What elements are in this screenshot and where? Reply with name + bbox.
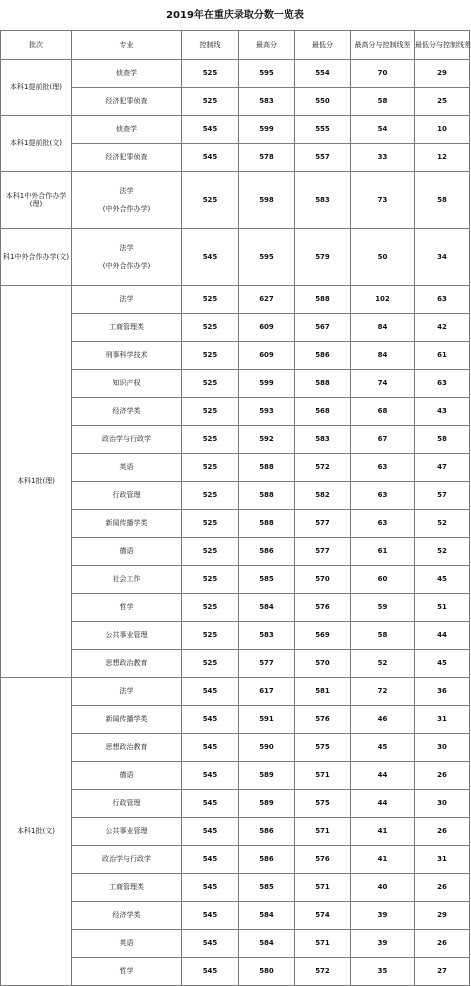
max-score-cell: 585	[239, 874, 295, 902]
min-score-cell: 554	[295, 60, 351, 88]
major-cell	[72, 958, 182, 986]
batch-cell: 本科1中外合作办学(理)	[1, 172, 72, 229]
table-row	[1, 229, 470, 286]
table-row	[1, 930, 470, 958]
major-cell	[72, 398, 182, 426]
min-diff-cell: 25	[415, 88, 470, 116]
major-cell	[72, 538, 182, 566]
major-cell	[72, 60, 182, 88]
table-row	[1, 958, 470, 986]
header-control-line: 控制线	[182, 31, 239, 60]
max-score-cell: 593	[239, 398, 295, 426]
max-diff-cell: 84	[351, 314, 415, 342]
max-diff-cell: 58	[351, 622, 415, 650]
table-row	[1, 398, 470, 426]
max-score-cell: 609	[239, 314, 295, 342]
major-name: 政治学与行政学	[102, 855, 151, 864]
table-row	[1, 314, 470, 342]
max-score-cell: 588	[239, 454, 295, 482]
min-diff-cell: 58	[415, 172, 470, 229]
table-row	[1, 88, 470, 116]
max-score-cell: 584	[239, 902, 295, 930]
min-diff-cell: 58	[415, 426, 470, 454]
max-diff-cell: 41	[351, 818, 415, 846]
min-diff-cell: 44	[415, 622, 470, 650]
control-line-cell: 545	[182, 846, 239, 874]
control-line-cell: 545	[182, 144, 239, 172]
min-diff-cell: 26	[415, 874, 470, 902]
table-row	[1, 790, 470, 818]
max-diff-cell: 63	[351, 482, 415, 510]
max-score-cell: 599	[239, 370, 295, 398]
table-row	[1, 734, 470, 762]
header-row	[1, 31, 470, 60]
major-name: 工商管理类	[109, 323, 144, 332]
min-score-cell: 588	[295, 286, 351, 314]
major-cell	[72, 706, 182, 734]
header-min-score: 最低分	[295, 31, 351, 60]
major-name: 哲学	[119, 603, 134, 612]
major-name: 法学	[119, 295, 134, 304]
major-cell	[72, 930, 182, 958]
major-name: 思想政治教育	[105, 743, 148, 752]
control-line-cell: 525	[182, 88, 239, 116]
min-score-cell: 586	[295, 342, 351, 370]
min-score-cell: 576	[295, 846, 351, 874]
table-row	[1, 144, 470, 172]
major-cell	[72, 818, 182, 846]
major-cell	[72, 678, 182, 706]
batch-cell: 本科1批(理)	[1, 286, 72, 678]
title-row	[1, 1, 470, 31]
min-diff-cell: 61	[415, 342, 470, 370]
min-diff-cell: 29	[415, 60, 470, 88]
major-name: 经济犯罪侦查	[105, 97, 148, 106]
min-diff-cell: 45	[415, 650, 470, 678]
min-diff-cell: 57	[415, 482, 470, 510]
major-cell	[72, 874, 182, 902]
major-cell	[72, 229, 182, 286]
min-score-cell: 571	[295, 874, 351, 902]
min-score-cell: 555	[295, 116, 351, 144]
min-diff-cell: 47	[415, 454, 470, 482]
major-cell	[72, 116, 182, 144]
min-score-cell: 579	[295, 229, 351, 286]
min-score-cell: 581	[295, 678, 351, 706]
table-row	[1, 370, 470, 398]
max-diff-cell: 54	[351, 116, 415, 144]
min-diff-cell: 36	[415, 678, 470, 706]
major-name: 公共事业管理	[105, 631, 148, 640]
min-score-cell: 583	[295, 172, 351, 229]
major-cell	[72, 370, 182, 398]
control-line-cell: 525	[182, 482, 239, 510]
control-line-cell: 525	[182, 622, 239, 650]
max-diff-cell: 58	[351, 88, 415, 116]
major-cell	[72, 342, 182, 370]
max-score-cell: 592	[239, 426, 295, 454]
major-name: 法学	[119, 687, 134, 696]
control-line-cell: 525	[182, 172, 239, 229]
major-name: 英语	[119, 463, 134, 472]
max-score-cell: 586	[239, 846, 295, 874]
control-line-cell: 525	[182, 510, 239, 538]
max-diff-cell: 46	[351, 706, 415, 734]
max-score-cell: 578	[239, 144, 295, 172]
max-diff-cell: 41	[351, 846, 415, 874]
header-major: 专业	[72, 31, 182, 60]
major-name: 新闻传播学类	[105, 519, 148, 528]
min-score-cell: 569	[295, 622, 351, 650]
control-line-cell: 545	[182, 116, 239, 144]
major-name: 哲学	[119, 967, 134, 976]
max-score-cell: 584	[239, 930, 295, 958]
control-line-cell: 545	[182, 678, 239, 706]
min-diff-cell: 63	[415, 370, 470, 398]
batch-cell: 本科1批(文)	[1, 678, 72, 986]
header-max-diff: 最高分与控制线差	[351, 31, 415, 60]
major-name: 经济学类	[112, 911, 141, 920]
major-cell	[72, 172, 182, 229]
table-row	[1, 818, 470, 846]
table-row	[1, 650, 470, 678]
min-diff-cell: 31	[415, 706, 470, 734]
min-score-cell: 575	[295, 790, 351, 818]
major-name: 德语	[119, 771, 134, 780]
major-name: (中外合作办学)	[102, 261, 151, 270]
max-diff-cell: 60	[351, 566, 415, 594]
min-diff-cell: 27	[415, 958, 470, 986]
min-diff-cell: 45	[415, 566, 470, 594]
max-score-cell: 583	[239, 88, 295, 116]
batch-cell: 科1中外合作办学(文)	[1, 229, 72, 286]
table-row	[1, 60, 470, 88]
major-name: 英语	[119, 939, 134, 948]
table-row	[1, 566, 470, 594]
max-score-cell: 585	[239, 566, 295, 594]
max-score-cell: 599	[239, 116, 295, 144]
max-score-cell: 588	[239, 510, 295, 538]
batch-cell: 本科1提前批(理)	[1, 60, 72, 116]
min-score-cell: 572	[295, 958, 351, 986]
max-diff-cell: 59	[351, 594, 415, 622]
major-cell	[72, 846, 182, 874]
major-name: 工商管理类	[109, 883, 144, 892]
max-diff-cell: 68	[351, 398, 415, 426]
max-diff-cell: 44	[351, 790, 415, 818]
control-line-cell: 525	[182, 370, 239, 398]
table-row	[1, 902, 470, 930]
major-cell	[72, 144, 182, 172]
control-line-cell: 525	[182, 314, 239, 342]
batch-cell: 本科1提前批(文)	[1, 116, 72, 172]
major-name: 德语	[119, 547, 134, 556]
max-score-cell: 586	[239, 538, 295, 566]
max-diff-cell: 52	[351, 650, 415, 678]
table-row	[1, 594, 470, 622]
min-score-cell: 571	[295, 762, 351, 790]
table-title: 2019年在重庆录取分数一览表	[1, 1, 470, 31]
min-diff-cell: 30	[415, 790, 470, 818]
major-cell	[72, 762, 182, 790]
table-row	[1, 454, 470, 482]
table-row	[1, 622, 470, 650]
min-score-cell: 572	[295, 454, 351, 482]
max-score-cell: 595	[239, 60, 295, 88]
max-diff-cell: 63	[351, 510, 415, 538]
max-diff-cell: 73	[351, 172, 415, 229]
min-score-cell: 557	[295, 144, 351, 172]
max-diff-cell: 74	[351, 370, 415, 398]
header-max-score: 最高分	[239, 31, 295, 60]
control-line-cell: 525	[182, 454, 239, 482]
min-diff-cell: 26	[415, 930, 470, 958]
table-row	[1, 342, 470, 370]
major-cell	[72, 426, 182, 454]
max-score-cell: 588	[239, 482, 295, 510]
min-diff-cell: 30	[415, 734, 470, 762]
major-name: 法学	[119, 187, 134, 196]
major-cell	[72, 734, 182, 762]
max-score-cell: 589	[239, 762, 295, 790]
control-line-cell: 525	[182, 650, 239, 678]
control-line-cell: 545	[182, 818, 239, 846]
major-cell	[72, 482, 182, 510]
min-score-cell: 570	[295, 650, 351, 678]
table-row	[1, 874, 470, 902]
min-diff-cell: 31	[415, 846, 470, 874]
min-score-cell: 574	[295, 902, 351, 930]
min-score-cell: 570	[295, 566, 351, 594]
max-score-cell: 586	[239, 818, 295, 846]
max-diff-cell: 50	[351, 229, 415, 286]
major-cell	[72, 566, 182, 594]
min-diff-cell: 52	[415, 510, 470, 538]
max-diff-cell: 39	[351, 902, 415, 930]
max-diff-cell: 44	[351, 762, 415, 790]
header-batch: 批次	[1, 31, 72, 60]
major-name: 经济犯罪侦查	[105, 153, 148, 162]
max-score-cell: 580	[239, 958, 295, 986]
table-row	[1, 482, 470, 510]
control-line-cell: 545	[182, 930, 239, 958]
min-score-cell: 567	[295, 314, 351, 342]
min-score-cell: 571	[295, 930, 351, 958]
max-diff-cell: 40	[351, 874, 415, 902]
major-name: 侦查学	[116, 69, 137, 78]
control-line-cell: 525	[182, 566, 239, 594]
max-diff-cell: 70	[351, 60, 415, 88]
control-line-cell: 525	[182, 286, 239, 314]
table-row	[1, 678, 470, 706]
min-diff-cell: 34	[415, 229, 470, 286]
max-diff-cell: 63	[351, 454, 415, 482]
max-score-cell: 583	[239, 622, 295, 650]
min-score-cell: 577	[295, 510, 351, 538]
control-line-cell: 525	[182, 426, 239, 454]
max-score-cell: 598	[239, 172, 295, 229]
major-name: 行政管理	[112, 799, 141, 808]
control-line-cell: 525	[182, 398, 239, 426]
min-score-cell: 583	[295, 426, 351, 454]
min-score-cell: 588	[295, 370, 351, 398]
major-name: (中外合作办学)	[102, 204, 151, 213]
min-diff-cell: 43	[415, 398, 470, 426]
major-cell	[72, 88, 182, 116]
major-cell	[72, 510, 182, 538]
max-diff-cell: 102	[351, 286, 415, 314]
min-score-cell: 576	[295, 706, 351, 734]
major-name: 公共事业管理	[105, 827, 148, 836]
major-cell	[72, 454, 182, 482]
control-line-cell: 545	[182, 762, 239, 790]
max-diff-cell: 84	[351, 342, 415, 370]
min-diff-cell: 26	[415, 818, 470, 846]
min-diff-cell: 29	[415, 902, 470, 930]
min-score-cell: 550	[295, 88, 351, 116]
major-name: 新闻传播学类	[105, 715, 148, 724]
major-name: 知识产权	[112, 379, 141, 388]
header-min-diff: 最低分与控制线差	[415, 31, 470, 60]
major-name: 经济学类	[112, 407, 141, 416]
major-name: 法学	[119, 244, 134, 253]
control-line-cell: 545	[182, 734, 239, 762]
control-line-cell: 545	[182, 958, 239, 986]
max-diff-cell: 72	[351, 678, 415, 706]
max-score-cell: 591	[239, 706, 295, 734]
min-diff-cell: 63	[415, 286, 470, 314]
major-name: 刑事科学技术	[105, 351, 148, 360]
min-score-cell: 571	[295, 818, 351, 846]
control-line-cell: 525	[182, 342, 239, 370]
table-row	[1, 116, 470, 144]
major-cell	[72, 594, 182, 622]
max-diff-cell: 35	[351, 958, 415, 986]
min-diff-cell: 12	[415, 144, 470, 172]
table-row	[1, 510, 470, 538]
control-line-cell: 545	[182, 706, 239, 734]
min-score-cell: 575	[295, 734, 351, 762]
min-diff-cell: 26	[415, 762, 470, 790]
table-row	[1, 762, 470, 790]
max-score-cell: 617	[239, 678, 295, 706]
max-score-cell: 577	[239, 650, 295, 678]
max-diff-cell: 33	[351, 144, 415, 172]
control-line-cell: 525	[182, 60, 239, 88]
max-diff-cell: 39	[351, 930, 415, 958]
table-row	[1, 426, 470, 454]
major-cell	[72, 314, 182, 342]
table-row	[1, 846, 470, 874]
max-diff-cell: 67	[351, 426, 415, 454]
control-line-cell: 525	[182, 538, 239, 566]
min-diff-cell: 52	[415, 538, 470, 566]
min-score-cell: 568	[295, 398, 351, 426]
control-line-cell: 545	[182, 790, 239, 818]
table-row	[1, 286, 470, 314]
major-cell	[72, 286, 182, 314]
major-cell	[72, 790, 182, 818]
min-score-cell: 582	[295, 482, 351, 510]
major-name: 行政管理	[112, 491, 141, 500]
max-score-cell: 589	[239, 790, 295, 818]
max-score-cell: 609	[239, 342, 295, 370]
min-diff-cell: 10	[415, 116, 470, 144]
table-row	[1, 706, 470, 734]
table-row	[1, 172, 470, 229]
max-diff-cell: 61	[351, 538, 415, 566]
max-diff-cell: 45	[351, 734, 415, 762]
max-score-cell: 584	[239, 594, 295, 622]
major-name: 侦查学	[116, 125, 137, 134]
major-cell	[72, 622, 182, 650]
major-cell	[72, 650, 182, 678]
major-cell	[72, 902, 182, 930]
major-name: 思想政治教育	[105, 659, 148, 668]
major-name: 政治学与行政学	[102, 435, 151, 444]
max-score-cell: 595	[239, 229, 295, 286]
max-score-cell: 627	[239, 286, 295, 314]
min-diff-cell: 51	[415, 594, 470, 622]
control-line-cell: 545	[182, 874, 239, 902]
table-row	[1, 538, 470, 566]
major-name: 社会工作	[112, 575, 141, 584]
control-line-cell: 545	[182, 902, 239, 930]
control-line-cell: 545	[182, 229, 239, 286]
max-score-cell: 590	[239, 734, 295, 762]
min-score-cell: 576	[295, 594, 351, 622]
min-diff-cell: 42	[415, 314, 470, 342]
min-score-cell: 577	[295, 538, 351, 566]
control-line-cell: 525	[182, 594, 239, 622]
